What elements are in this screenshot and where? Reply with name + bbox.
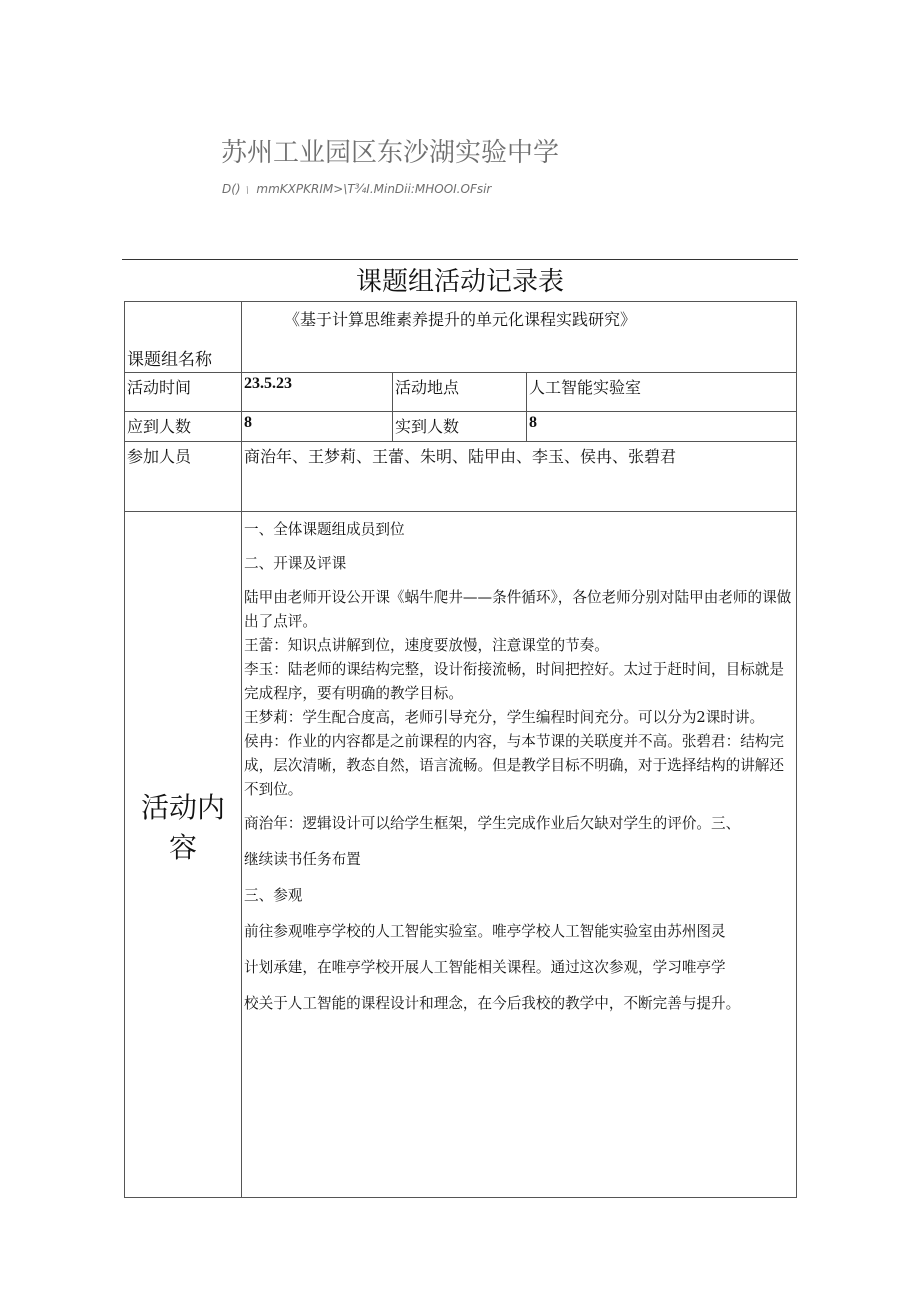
content-paragraph: 侯冉：作业的内容都是之前课程的内容，与本节课的关联度并不高。张碧君：结构完成，层次清晰，教态自然，语言流畅。但是教学目标不明确，对于选择结构的讲解还不到位。 <box>244 733 784 798</box>
school-name: 苏州工业园区东沙湖实验中学 <box>221 138 560 168</box>
activity-content <box>242 512 796 1016</box>
activity-label-line2: 容 <box>168 830 197 864</box>
content-paragraph: 校关于人工智能的课程设计和理念，在今后我校的教学中，不断完善与提升。 <box>244 995 741 1012</box>
time-value: 23.5.23 <box>242 373 393 412</box>
place-value: 人工智能实验室 <box>527 373 797 412</box>
school-name-english: D()﹨ mmKXPKRIM>\T¾I.MinDii:MHOOI.OFsir <box>222 182 492 196</box>
time-label: 活动时间 <box>125 373 242 412</box>
form-title: 课题组活动记录表 <box>355 267 564 297</box>
content-paragraph: 二、开课及评课 <box>244 555 347 572</box>
header-divider <box>122 259 798 260</box>
content-paragraph: 王蕾：知识点讲解到位，速度要放慢，注意课堂的节奏。 <box>244 637 609 654</box>
content-paragraph: 商治年：逻辑设计可以给学生框架，学生完成作业后欠缺对学生的评价。三、 <box>244 815 741 832</box>
actual-count-label: 实到人数 <box>393 412 527 442</box>
activity-record-table <box>124 301 797 1198</box>
content-paragraph: 计划承建，在唯亭学校开展人工智能相关课程。通过这次参观，学习唯亭学 <box>244 959 726 976</box>
topic-value: 《基于计算思维素养提升的单元化课程实践研究》 <box>284 310 637 329</box>
content-paragraph: 王梦莉：学生配合度高，老师引导充分，学生编程时间充分。可以分为2课时讲。 <box>244 709 765 726</box>
participants-label: 参加人员 <box>125 442 242 512</box>
activity-content-cell <box>242 512 797 1198</box>
actual-count-value: 8 <box>527 412 797 442</box>
content-paragraph: 三、参观 <box>244 887 303 904</box>
content-paragraph: 继续读书任务布置 <box>244 851 361 868</box>
content-paragraph: 前往参观唯亭学校的人工智能实验室。唯亭学校人工智能实验室由苏州图灵 <box>244 923 726 940</box>
expected-count-value: 8 <box>242 412 393 442</box>
participants-value: 商治年、王梦莉、王蕾、朱明、陆甲由、李玉、侯冉、张碧君 <box>242 442 797 512</box>
activity-label-cell <box>125 512 242 1198</box>
topic-value-cell <box>242 302 797 373</box>
topic-label-cell <box>125 302 242 373</box>
expected-count-label: 应到人数 <box>125 412 242 442</box>
activity-content-label <box>133 788 233 868</box>
place-label: 活动地点 <box>393 373 527 412</box>
activity-label-line1: 活动内 <box>140 790 225 824</box>
content-paragraph: 陆甲由老师开设公开课《蜗牛爬井——条件循环》，各位老师分别对陆甲由老师的课做出了点评。 <box>244 589 792 630</box>
topic-label: 课题组名称 <box>127 350 212 370</box>
content-paragraph: 李玉：陆老师的课结构完整，设计衔接流畅，时间把控好。太过于赶时间，目标就是完成程序，要有明确的教学目标。 <box>244 661 784 702</box>
content-paragraph: 一、全体课题组成员到位 <box>244 521 405 538</box>
